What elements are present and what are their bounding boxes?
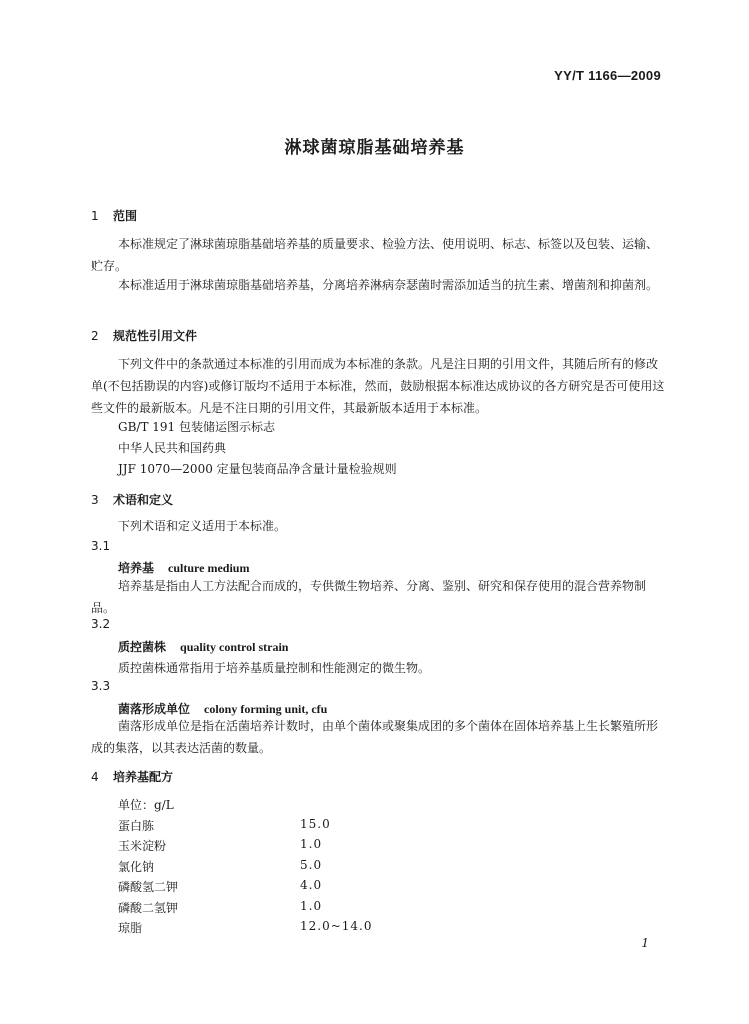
term-zh: 质控菌株: [118, 640, 167, 654]
section-title: 规范性引用文件: [113, 329, 198, 343]
section-2-paragraph: 下列文件中的条款通过本标准的引用而成为本标准的条款。凡是注日期的引用文件，其随后所有的修改单(不包括勘误的内容)或修订版均不适用于本标准，然而，鼓励根据本标准达成协议的各方研究是否可使用这些文件的最新版本。凡是不注日期的引用文件，其最新版本适用于本标准。: [91, 357, 665, 415]
term-zh: 培养基: [118, 561, 155, 575]
ingredient-name: 琼脂: [118, 921, 143, 935]
table-row: [118, 817, 420, 838]
standard-code: YY/T 1166—2009: [554, 68, 661, 83]
term-definition: 培养基是指由人工方法配合而成的，专供微生物培养、分离、鉴别、研究和保存使用的混合营养物制品。: [91, 579, 647, 615]
section-1-paragraph-1: 本标准规定了淋球菌琼脂基础培养基的质量要求、检验方法、使用说明、标志、标签以及包装、运输、贮存。: [91, 237, 659, 273]
ingredient-name: 玉米淀粉: [118, 839, 167, 853]
clause-number: 3.2: [91, 617, 111, 631]
ingredient-name: 磷酸氢二钾: [118, 880, 179, 894]
term-definition: 质控菌株通常指用于培养基质量控制和性能测定的微生物。: [118, 661, 431, 675]
section-1-paragraph-2: 本标准适用于淋球菌琼脂基础培养基，分离培养淋病奈瑟菌时需添加适当的抗生素、增菌剂和抑菌剂。: [118, 278, 659, 292]
term-en: colony forming unit, cfu: [204, 702, 328, 716]
table-row: [118, 858, 420, 879]
table-row: [118, 899, 420, 920]
formula-table: [118, 796, 420, 940]
term-en: quality control strain: [180, 640, 289, 654]
term-zh: 菌落形成单位: [118, 702, 191, 716]
clause-number: 3.1: [91, 539, 111, 553]
document-title: 淋球菌琼脂基础培养基: [284, 138, 465, 158]
page-number: 1: [641, 936, 649, 950]
term-en: culture medium: [168, 561, 250, 575]
clause-number: 3.3: [91, 679, 111, 693]
section-4-heading: [91, 768, 173, 785]
ingredient-amount: 12.0~14.0: [300, 919, 373, 933]
unit-text: 单位：g/L: [118, 798, 174, 812]
section-number: 1: [91, 209, 99, 223]
section-number: 3: [91, 493, 99, 507]
section-3-heading: [91, 491, 173, 508]
ingredient-amount: 15.0: [300, 816, 331, 831]
ingredient-amount: 4.0: [300, 878, 323, 892]
section-number: 4: [91, 770, 99, 784]
section-title: 术语和定义: [113, 493, 174, 507]
reference-item: JJF 1070—2000 定量包装商品净含量计量检验规则: [118, 462, 397, 476]
unit-label: [118, 796, 420, 817]
section-title: 范围: [113, 209, 138, 223]
term-quality-control-strain: [118, 638, 288, 655]
ingredient-amount: 5.0: [300, 857, 323, 872]
reference-item: 中华人民共和国药典: [118, 441, 227, 455]
table-row: [118, 837, 420, 858]
table-row: [118, 878, 420, 899]
ingredient-amount: 1.0: [300, 898, 323, 913]
section-title: 培养基配方: [113, 770, 174, 784]
ingredient-name: 蛋白胨: [118, 818, 155, 833]
term-definition: 菌落形成单位是指在活菌培养计数时，由单个菌体或聚集成团的多个菌体在固体培养基上生长繁殖所形成的集落，以其表达活菌的数量。: [91, 719, 659, 755]
section-2-heading: [91, 327, 197, 344]
term-culture-medium: [118, 559, 249, 576]
table-row: [118, 919, 420, 940]
section-1-heading: [91, 207, 137, 224]
section-3-intro: 下列术语和定义适用于本标准。: [118, 519, 287, 533]
ingredient-name: 氯化钠: [118, 859, 155, 874]
ingredient-name: 磷酸二氢钾: [118, 900, 179, 915]
ingredient-amount: 1.0: [300, 837, 323, 851]
reference-item: GB/T 191 包装储运图示标志: [118, 420, 275, 434]
section-number: 2: [91, 329, 99, 343]
